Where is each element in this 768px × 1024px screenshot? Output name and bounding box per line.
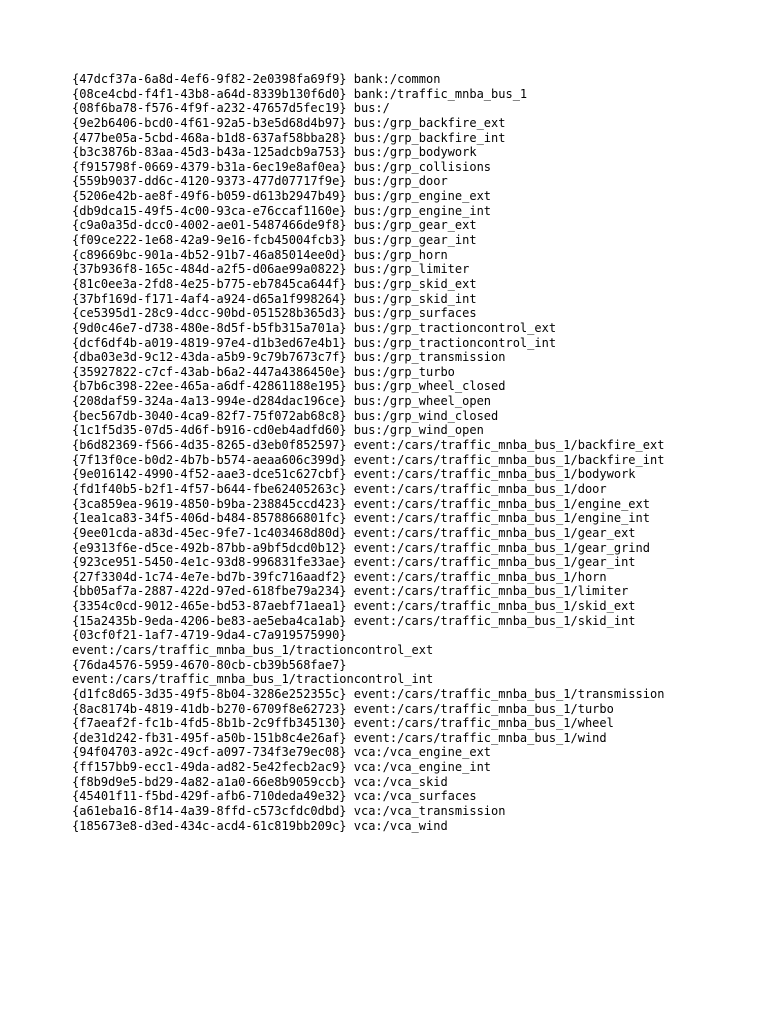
text-line: {db9dca15-49f5-4c00-93ca-e76ccaf1160e} bus:/grp_engine_int [72, 203, 492, 218]
text-line: {35927822-c7cf-43ab-b6a2-447a4386450e} bus:/grp_turbo [72, 364, 455, 379]
text-line: {45401f11-f5bd-429f-afb6-710deda49e32} vca:/vca_surfaces [72, 789, 477, 804]
text-line: {b6d82369-f566-4d35-8265-d3eb0f852597} event:/cars/traffic_mnba_bus_1/backfire_ext [72, 438, 665, 453]
text-line: {559b9037-dd6c-4120-9373-477d07717f9e} bus:/grp_door [72, 174, 448, 189]
text-line: {a61eba16-8f14-4a39-8ffd-c573cfdc0dbd} vca:/vca_transmission [72, 804, 506, 819]
text-line: {3354c0cd-9012-465e-bd53-87aebf71aea1} event:/cars/traffic_mnba_bus_1/skid_ext [72, 599, 636, 614]
text-line: {de31d242-fb31-495f-a50b-151b8c4e26af} event:/cars/traffic_mnba_bus_1/wind [72, 730, 607, 745]
text-line: {923ce951-5450-4e1c-93d8-996831fe33ae} event:/cars/traffic_mnba_bus_1/gear_int [72, 555, 636, 570]
text-line: {5206e42b-ae8f-49f6-b059-d613b2947b49} bus:/grp_engine_ext [72, 189, 492, 204]
text-line: {fd1f40b5-b2f1-4f57-b644-fbe62405263c} event:/cars/traffic_mnba_bus_1/door [72, 481, 607, 496]
text-line: {c89669bc-901a-4b52-91b7-46a85014ee0d} bus:/grp_horn [72, 247, 448, 262]
text-line: {76da4576-5959-4670-80cb-cb39b568fae7} [72, 657, 347, 672]
text-line: {477be05a-5cbd-468a-b1d8-637af58bba28} bus:/grp_backfire_int [72, 130, 506, 145]
text-line: event:/cars/traffic_mnba_bus_1/tractioncontrol_ext [72, 642, 434, 657]
text-line: {f09ce222-1e68-42a9-9e16-fcb45004fcb3} bus:/grp_gear_int [72, 233, 477, 248]
text-line: {9d0c46e7-d738-480e-8d5f-b5fb315a701a} bus:/grp_tractioncontrol_ext [72, 320, 557, 335]
text-line: {94f04703-a92c-49cf-a097-734f3e79ec08} vca:/vca_engine_ext [72, 745, 492, 760]
text-line: {d1fc8d65-3d35-49f5-8b04-3286e252355c} event:/cars/traffic_mnba_bus_1/transmission [72, 686, 665, 701]
text-line: {08f6ba78-f576-4f9f-a232-47657d5fec19} bus:/ [72, 101, 390, 116]
text-line: {15a2435b-9eda-4206-be83-ae5eba4ca1ab} event:/cars/traffic_mnba_bus_1/skid_int [72, 613, 636, 628]
text-line: {03cf0f21-1af7-4719-9da4-c7a919575990} [72, 628, 347, 643]
text-line: {bec567db-3040-4ca9-82f7-75f072ab68c8} bus:/grp_wind_closed [72, 408, 499, 423]
text-line: {9ee01cda-a83d-45ec-9fe7-1c403468d80d} event:/cars/traffic_mnba_bus_1/gear_ext [72, 525, 636, 540]
text-line: {47dcf37a-6a8d-4ef6-9f82-2e0398fa69f9} bank:/common [72, 72, 441, 86]
text-line: {185673e8-d3ed-434c-acd4-61c819bb209c} vca:/vca_wind [72, 818, 448, 833]
text-line: {b7b6c398-22ee-465a-a6df-42861188e195} bus:/grp_wheel_closed [72, 379, 506, 394]
text-line: event:/cars/traffic_mnba_bus_1/tractioncontrol_int [72, 672, 434, 687]
text-line: {1c1f5d35-07d5-4d6f-b916-cd0eb4adfd60} bus:/grp_wind_open [72, 423, 484, 438]
text-line: {f7aeaf2f-fc1b-4fd5-8b1b-2c9ffb345130} event:/cars/traffic_mnba_bus_1/wheel [72, 716, 614, 731]
text-line: {27f3304d-1c74-4e7e-bd7b-39fc716aadf2} event:/cars/traffic_mnba_bus_1/horn [72, 569, 607, 584]
text-line: {ce5395d1-28c9-4dcc-90bd-051528b365d3} bus:/grp_surfaces [72, 306, 477, 321]
document-page [72, 72, 732, 833]
text-line: {f915798f-0669-4379-b31a-6ec19e8af0ea} bus:/grp_collisions [72, 159, 492, 174]
text-line: {37b936f8-165c-484d-a2f5-d06ae99a0822} bus:/grp_limiter [72, 262, 470, 277]
text-line: {dcf6df4b-a019-4819-97e4-d1b3ed67e4b1} bus:/grp_tractioncontrol_int [72, 335, 557, 350]
text-line: {ff157bb9-ecc1-49da-ad82-5e42fecb2ac9} vca:/vca_engine_int [72, 760, 492, 775]
text-line: {f8b9d9e5-bd29-4a82-a1a0-66e8b9059ccb} vca:/vca_skid [72, 774, 448, 789]
text-line: {208daf59-324a-4a13-994e-d284dac196ce} bus:/grp_wheel_open [72, 394, 492, 409]
text-line: {e9313f6e-d5ce-492b-87bb-a9bf5dcd0b12} event:/cars/traffic_mnba_bus_1/gear_grind [72, 540, 650, 555]
text-line: {8ac8174b-4819-41db-b270-6709f8e62723} event:/cars/traffic_mnba_bus_1/turbo [72, 701, 614, 716]
text-line: {c9a0a35d-dcc0-4002-ae01-5487466de9f8} bus:/grp_gear_ext [72, 218, 477, 233]
text-line: {b3c3876b-83aa-45d3-b43a-125adcb9a753} bus:/grp_bodywork [72, 145, 477, 160]
text-line: {81c0ee3a-2fd8-4e25-b775-eb7845ca644f} bus:/grp_skid_ext [72, 276, 477, 291]
text-line: {08ce4cbd-f4f1-43b8-a64d-8339b130f6d0} bank:/traffic_mnba_bus_1 [72, 86, 528, 101]
text-line: {9e016142-4990-4f52-aae3-dce51c627cbf} event:/cars/traffic_mnba_bus_1/bodywork [72, 467, 636, 482]
text-line: {7f13f0ce-b0d2-4b7b-b574-aeaa606c399d} event:/cars/traffic_mnba_bus_1/backfire_int [72, 452, 665, 467]
text-line: {bb05af7a-2887-422d-97ed-618fbe79a234} event:/cars/traffic_mnba_bus_1/limiter [72, 584, 629, 599]
text-line: {37bf169d-f171-4af4-a924-d65a1f998264} bus:/grp_skid_int [72, 291, 477, 306]
text-line: {dba03e3d-9c12-43da-a5b9-9c79b7673c7f} bus:/grp_transmission [72, 350, 506, 365]
text-line: {3ca859ea-9619-4850-b9ba-238845ccd423} event:/cars/traffic_mnba_bus_1/engine_ext [72, 496, 650, 511]
text-line: {1ea1ca83-34f5-406d-b484-8578866801fc} event:/cars/traffic_mnba_bus_1/engine_int [72, 511, 650, 526]
text-line: {9e2b6406-bcd0-4f61-92a5-b3e5d68d4b97} bus:/grp_backfire_ext [72, 115, 506, 130]
